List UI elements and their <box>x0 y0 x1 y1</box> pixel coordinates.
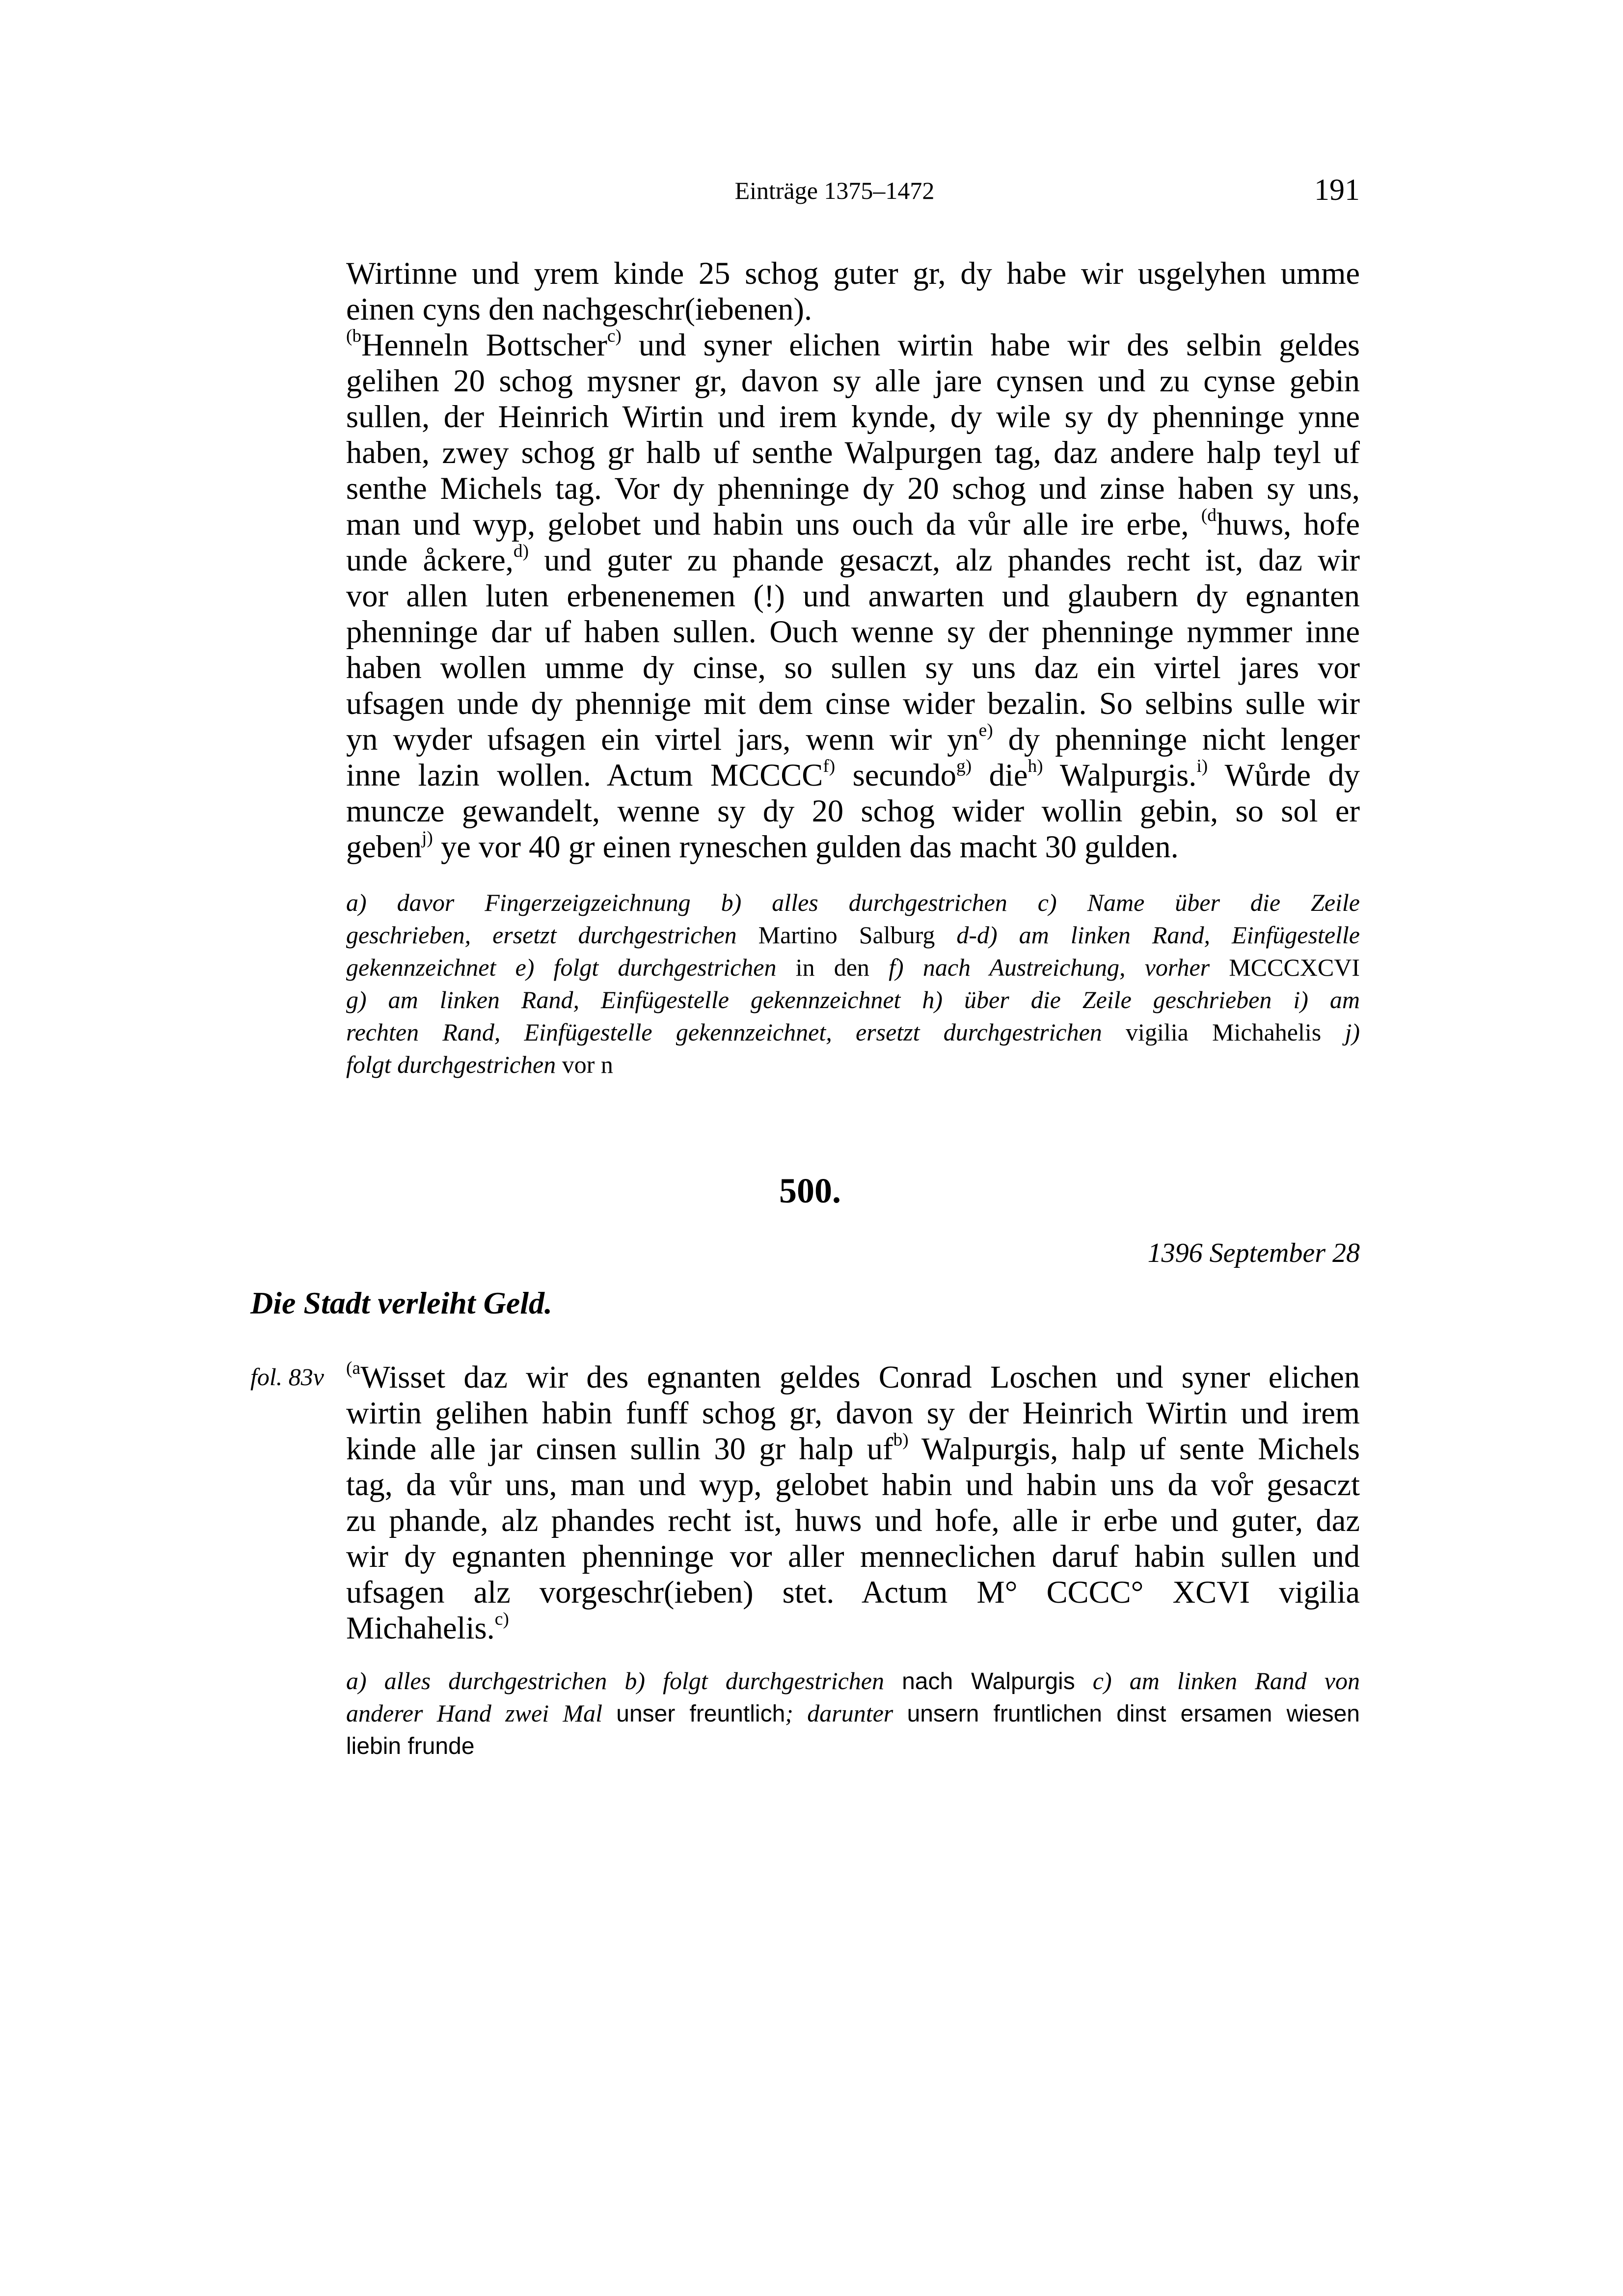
text-line: wirtin gelihen habin funff schog gr, davon sy der Heinrich Wirtin und irem <box>346 1395 1360 1430</box>
page-number: 191 <box>1314 173 1360 207</box>
entry-499-text <box>346 255 1360 865</box>
text-line: ufsagen unde dy phennige mit dem cinse wider bezalin. So selbins sulle wir <box>346 686 1360 721</box>
text-line: wir dy egnanten phenninge vor aller menneclichen daruf habin sullen und <box>346 1539 1360 1574</box>
entry-500-text <box>346 1359 1360 1646</box>
text-line: Wirtinne und yrem kinde 25 schog guter gr, dy habe wir usgelyhen umme <box>346 256 1360 291</box>
entry-number: 500. <box>779 1171 841 1210</box>
entry-500-footnotes <box>346 1665 1360 1762</box>
footnote-line: anderer Hand zwei Mal unser freuntlich; darunter unsern fruntlichen dinst ersamen wiesen <box>346 1699 1360 1727</box>
running-title: Einträge 1375–1472 <box>734 177 935 204</box>
text-line: vor allen luten erbenenemen (!) und anwarten und glaubern dy egnanten <box>346 578 1360 613</box>
text-line: sullen, der Heinrich Wirtin und irem kynde, dy wile sy dy phenninge ynne <box>346 399 1360 434</box>
folio-reference: fol. 83v <box>250 1363 324 1391</box>
text-line: man und wyp, gelobet und habin uns ouch da vůr alle ire erbe, $^{(d}$huws, hofe <box>346 505 1360 542</box>
text-line: $^{(a}$Wisset daz wir des egnanten geldes Conrad Loschen und syner elichen <box>346 1358 1360 1394</box>
text-line: $^{(b}$Henneln Bottscher$^{c)}$ und syner elichen wirtin habe wir des selbin geldes <box>346 326 1360 362</box>
text-line: tag, da vůr uns, man und wyp, gelobet habin und habin uns da vo̊r gesaczt <box>346 1467 1360 1502</box>
text-line: yn wyder ufsagen ein virtel jars, wenn wir $yn^{e)}$ dy phenninge nicht lenger <box>346 720 1360 757</box>
text-line: unde åckere,$^{d)}$ und guter zu phande gesaczt, alz phandes recht ist, daz wir <box>346 541 1360 577</box>
text-line: haben, zwey schog gr halb uf senthe Walpurgen tag, daz andere halp teyl uf <box>346 435 1360 470</box>
entry-499-footnotes <box>346 886 1360 1081</box>
text-line: haben wollen umme dy cinse, so sullen sy uns daz ein virtel jares vor <box>346 650 1360 685</box>
footnote-line: g) am linken Rand, Einfügestelle gekennzeichnet h) über die Zeile geschrieben i) am <box>346 986 1360 1013</box>
text-line: geben$^{j)}$ ye vor 40 gr einen ryneschen gulden das macht 30 gulden. <box>346 827 1179 864</box>
text-line: Michahelis.$^{c)}$ <box>346 1609 509 1645</box>
entry-heading: Die Stadt verleiht Geld. <box>250 1285 553 1320</box>
text-line: ufsagen alz vorgeschr(ieben) stet. Actum M° CCCC° XCVI vigilia <box>346 1575 1360 1610</box>
text-line: phenninge dar uf haben sullen. Ouch wenne sy der phenninge nymmer inne <box>346 614 1360 649</box>
footnote-line: geschrieben, ersetzt durchgestrichen Martino Salburg d-d) am linken Rand, Einfügestelle <box>346 921 1360 949</box>
entry-date: 1396 September 28 <box>1147 1238 1360 1268</box>
text-line: kinde alle jar cinsen sullin 30 gr halp $uf^{b)}$ Walpurgis, halp uf sente Michels <box>346 1429 1360 1466</box>
footnote-line: folgt durchgestrichen vor n <box>346 1051 613 1078</box>
footnote-line: rechten Rand, Einfügestelle gekennzeichnet, ersetzt durchgestrichen vigilia Michahelis j) <box>346 1018 1360 1046</box>
text-line: senthe Michels tag. Vor dy phenninge dy 20 schog und zinse haben sy uns, <box>346 471 1360 506</box>
text-line: einen cyns den nachgeschr(iebenen). <box>346 292 812 327</box>
footnote-line: gekennzeichnet e) folgt durchgestrichen in den f) nach Austreichung, vorher MCCCXCVI <box>346 954 1360 981</box>
text-line: muncze gewandelt, wenne sy dy 20 schog wider wollin gebin, so sol er <box>346 793 1360 828</box>
text-line: zu phande, alz phandes recht ist, huws und hofe, alle ir erbe und guter, daz <box>346 1503 1360 1538</box>
text-line: gelihen 20 schog mysner gr, davon sy alle jare cynsen und zu cynse gebin <box>346 363 1360 398</box>
text-line: inne lazin wollen. Actum MCCCC$^{f)}$ secundo$^{g)}$ die$^{h)}$ Walpurgis.$^{i)}$ Wůrde dy <box>346 756 1360 793</box>
footnote-line: a) alles durchgestrichen b) folgt durchgestrichen nach Walpurgis c) am linken Rand von <box>346 1667 1360 1695</box>
footnote-line: liebin frunde <box>346 1733 475 1759</box>
footnote-line: a) davor Fingerzeigzeichnung b) alles durchgestrichen c) Name über die Zeile <box>346 889 1360 916</box>
